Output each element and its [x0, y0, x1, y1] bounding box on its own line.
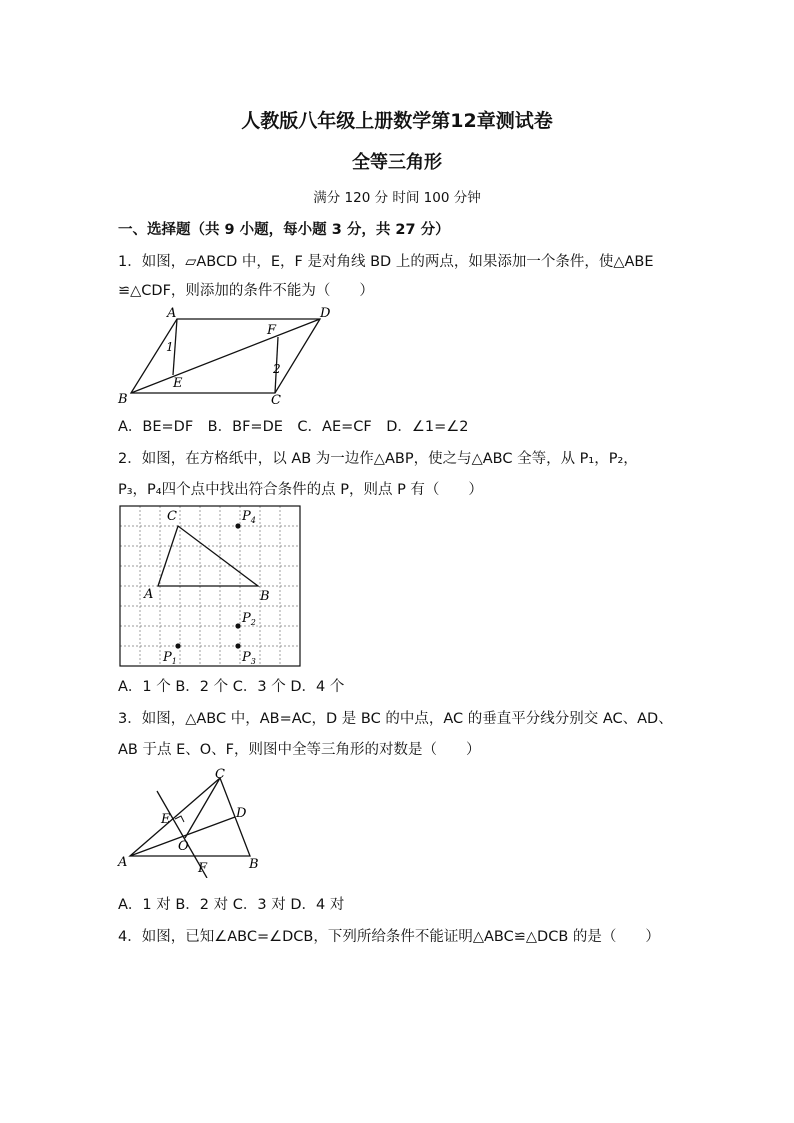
- q3-label-C: C: [215, 767, 225, 782]
- section-heading: 一、选择题（共 9 小题，每小题 3 分，共 27 分）: [118, 222, 450, 238]
- q1-label-C: C: [271, 393, 281, 408]
- q3-label-E: E: [161, 812, 171, 827]
- q3-text-line1: 3．如图，△ABC 中，AB=AC，D 是 BC 的中点，AC 的垂直平分线分别交 AC、AD、: [118, 711, 673, 727]
- q2-label-C: C: [167, 509, 177, 524]
- q2-label-A: A: [144, 587, 154, 602]
- q2-figure-grid: [118, 504, 302, 668]
- q1-text-line1: 1．如图，▱ABCD 中，E，F 是对角线 BD 上的两点，如果添加一个条件，使△ABE: [118, 254, 654, 270]
- q1-options: A．BE=DF B．BF=DE C．AE=CF D．∠1=∠2: [118, 419, 469, 435]
- q3-label-A: A: [118, 855, 128, 870]
- q2-label-B: B: [260, 589, 270, 604]
- q3-label-O: O: [178, 839, 189, 854]
- q1-angle-2: 2: [273, 362, 281, 376]
- page-subtitle: 全等三角形: [352, 152, 442, 173]
- q1-label-E: E: [173, 376, 183, 391]
- q1-figure-parallelogram: [115, 305, 340, 410]
- q2-label-P4: $P_4$: [242, 509, 256, 525]
- q2-options: A．1 个 B．2 个 C．3 个 D．4 个: [118, 679, 345, 695]
- q3-options: A．1 对 B．2 对 C．3 对 D．4 对: [118, 897, 345, 913]
- q3-figure-triangle: [115, 766, 275, 878]
- q2-text-line2: P₃，P₄四个点中找出符合条件的点 P，则点 P 有（ ）: [118, 482, 483, 498]
- q3-text-line2: AB 于点 E、O、F，则图中全等三角形的对数是（ ）: [118, 742, 481, 758]
- q2-label-P1: $P_1$: [163, 650, 177, 666]
- q3-label-F: F: [198, 861, 208, 876]
- q3-label-B: B: [249, 857, 259, 872]
- exam-info: 满分 120 分 时间 100 分钟: [313, 190, 481, 206]
- q2-label-P3: $P_3$: [242, 650, 256, 666]
- q1-angle-1: 1: [166, 340, 174, 354]
- q1-label-B: B: [118, 392, 128, 407]
- q2-text-line1: 2．如图，在方格纸中，以 AB 为一边作△ABP，使之与△ABC 全等，从 P₁，P₂，: [118, 451, 638, 467]
- q3-label-D: D: [236, 806, 247, 821]
- q4-text-line1: 4．如图，已知∠ABC=∠DCB，下列所给条件不能证明△ABC≌△DCB 的是（ ）: [118, 929, 660, 945]
- q2-label-P2: $P_2$: [242, 611, 256, 627]
- q1-text-line2: ≌△CDF，则添加的条件不能为（ ）: [118, 283, 374, 299]
- page-title: 人教版八年级上册数学第12章测试卷: [241, 110, 553, 132]
- q1-label-F: F: [267, 323, 277, 338]
- q1-label-D: D: [320, 306, 331, 321]
- q1-label-A: A: [167, 306, 177, 321]
